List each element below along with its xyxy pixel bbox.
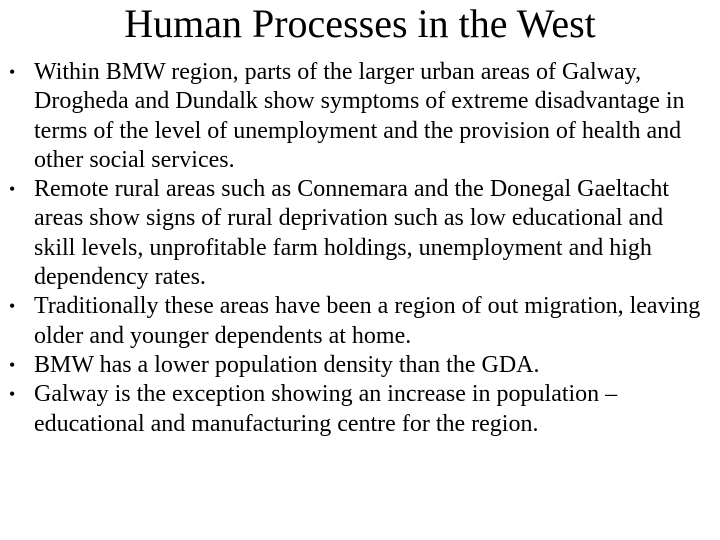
slide-title: Human Processes in the West <box>124 1 596 46</box>
bullet-item <box>9 380 709 439</box>
bullet-list <box>9 58 709 439</box>
bullet-text: Traditionally these areas have been a region of out migration, leaving older and younger dependents at home. <box>34 293 701 349</box>
bullet-item <box>9 292 709 351</box>
bullet-text: BMW has a lower population density than the GDA. <box>34 351 540 378</box>
bullet-icon: • <box>9 384 16 405</box>
bullet-text: Remote rural areas such as Connemara and the Donegal Gaeltacht areas show signs of rural deprivation such as low educational and skill levels, unprofitable farm holdings, unemployment and high dependency rates. <box>34 176 670 291</box>
bullet-text: Galway is the exception showing an increase in population – educational and manufacturing centre for the region. <box>34 381 618 437</box>
bullet-text: Within BMW region, parts of the larger urban areas of Galway, Drogheda and Dundalk show symptoms of extreme disadvantage in terms of the level of unemployment and the provision of health and other social services. <box>34 59 685 173</box>
bullet-item <box>9 58 709 175</box>
bullet-icon: • <box>9 62 16 82</box>
bullet-icon: • <box>9 296 16 317</box>
bullet-item <box>9 351 709 380</box>
bullet-item <box>9 175 709 292</box>
bullet-icon: • <box>9 179 16 200</box>
bullet-icon: • <box>9 354 16 375</box>
